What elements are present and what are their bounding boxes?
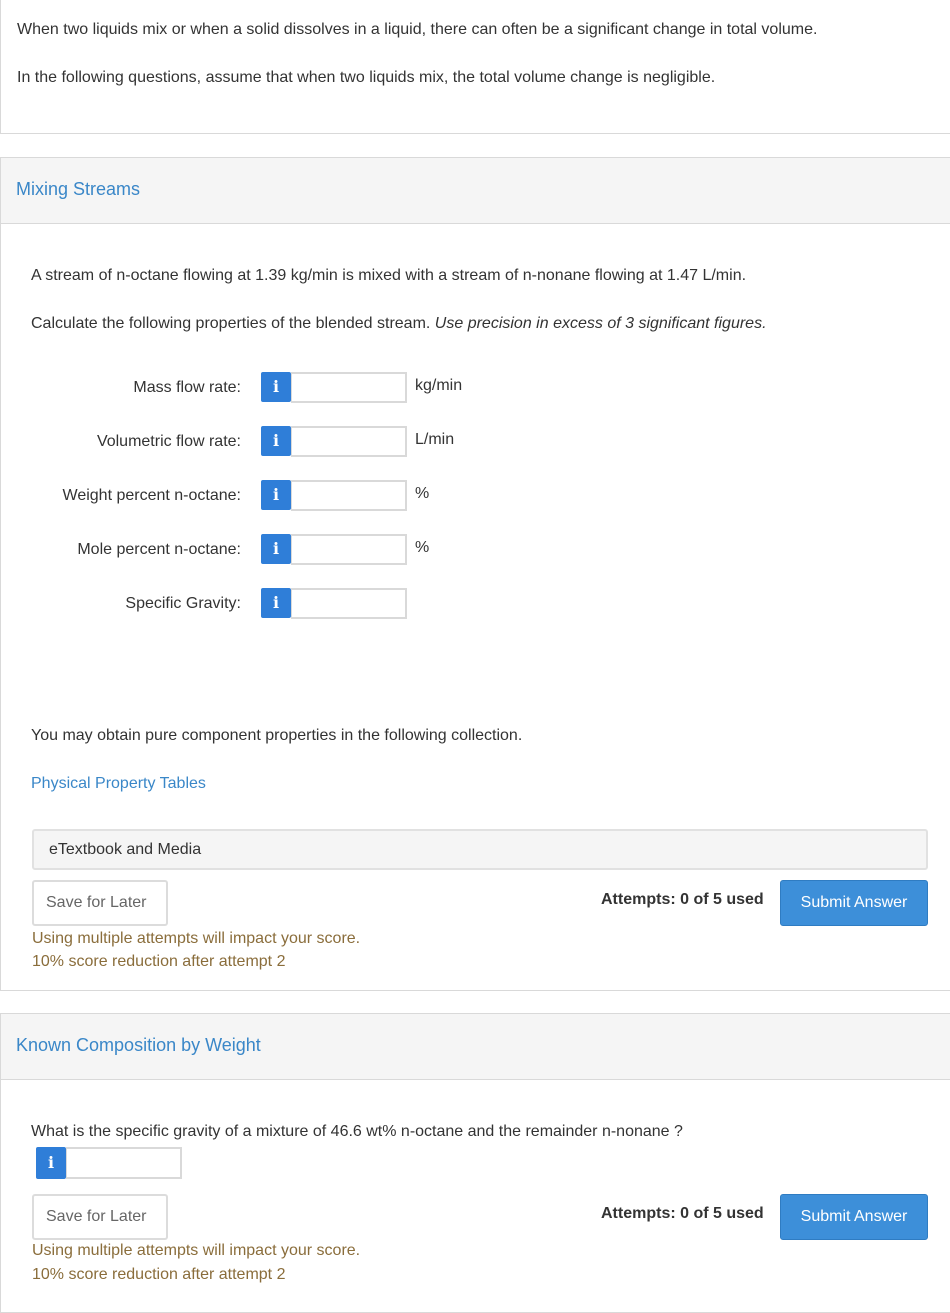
weight-percent-label: Weight percent n-octane: — [62, 487, 241, 504]
mass-flow-rate-input[interactable] — [291, 372, 407, 403]
info-icon[interactable]: i — [36, 1147, 66, 1179]
save-for-later-button[interactable]: Save for Later — [32, 880, 168, 926]
info-icon[interactable]: i — [261, 534, 291, 564]
mole-percent-input[interactable] — [291, 534, 407, 565]
mixing-instruction — [31, 315, 767, 333]
etextbook-media-label: eTextbook and Media — [49, 841, 202, 858]
intro-text-volume-change: When two liquids mix or when a solid dissolves in a liquid, there can often be a significant change in total volume. — [17, 21, 818, 38]
submit-answer-button[interactable]: Submit Answer — [780, 880, 928, 926]
instruction-text: Calculate the following properties of the blended stream. — [31, 315, 435, 332]
attempts-counter: Attempts: 0 of 5 used — [601, 891, 764, 908]
physical-property-tables-link[interactable]: Physical Property Tables — [31, 775, 206, 792]
submit-answer-button[interactable]: Submit Answer — [780, 1194, 928, 1240]
mixing-statement: A stream of n-octane flowing at 1.39 kg/min is mixed with a stream of n-nonane flowing at 1.47 L/min. — [31, 267, 747, 284]
mass-flow-rate-label: Mass flow rate: — [133, 379, 241, 396]
mixture-specific-gravity-input[interactable] — [66, 1147, 182, 1179]
instruction-precision-note: Use precision in excess of 3 significant figures. — [434, 315, 767, 332]
info-icon[interactable]: i — [261, 588, 291, 618]
mass-flow-rate-unit: kg/min — [415, 377, 463, 394]
volumetric-flow-rate-label: Volumetric flow rate: — [96, 433, 241, 450]
info-icon[interactable]: i — [261, 480, 291, 510]
mixing-streams-panel — [0, 157, 950, 991]
score-reduction-note: 10% score reduction after attempt 2 — [32, 1266, 286, 1283]
etextbook-media-bar[interactable] — [32, 829, 928, 870]
specific-gravity-question: What is the specific gravity of a mixture of 46.6 wt% n-octane and the remainder n-nonane ? — [31, 1123, 683, 1140]
score-reduction-note: 10% score reduction after attempt 2 — [32, 953, 286, 970]
attempts-warning: Using multiple attempts will impact your score. — [32, 930, 361, 947]
intro-panel — [0, 0, 950, 134]
intro-text-assumption: In the following questions, assume that when two liquids mix, the total volume change is negligible. — [17, 69, 716, 86]
info-icon[interactable]: i — [261, 426, 291, 456]
known-composition-header — [1, 1014, 950, 1080]
weight-percent-input[interactable] — [291, 480, 407, 511]
weight-percent-unit: % — [415, 485, 430, 502]
mixing-streams-header — [1, 158, 950, 224]
mole-percent-label: Mole percent n-octane: — [77, 541, 241, 558]
collection-note: You may obtain pure component properties in the following collection. — [31, 727, 523, 744]
save-for-later-button[interactable]: Save for Later — [32, 1194, 168, 1240]
mole-percent-unit: % — [415, 539, 430, 556]
specific-gravity-label: Specific Gravity: — [125, 595, 241, 612]
volumetric-flow-rate-unit: L/min — [415, 431, 455, 448]
mixing-streams-title: Mixing Streams — [16, 179, 141, 199]
volumetric-flow-rate-input[interactable] — [291, 426, 407, 457]
known-composition-panel — [0, 1013, 950, 1313]
known-composition-title: Known Composition by Weight — [16, 1035, 261, 1055]
info-icon[interactable]: i — [261, 372, 291, 402]
attempts-counter: Attempts: 0 of 5 used — [601, 1205, 764, 1222]
attempts-warning: Using multiple attempts will impact your score. — [32, 1242, 361, 1259]
specific-gravity-input[interactable] — [291, 588, 407, 619]
